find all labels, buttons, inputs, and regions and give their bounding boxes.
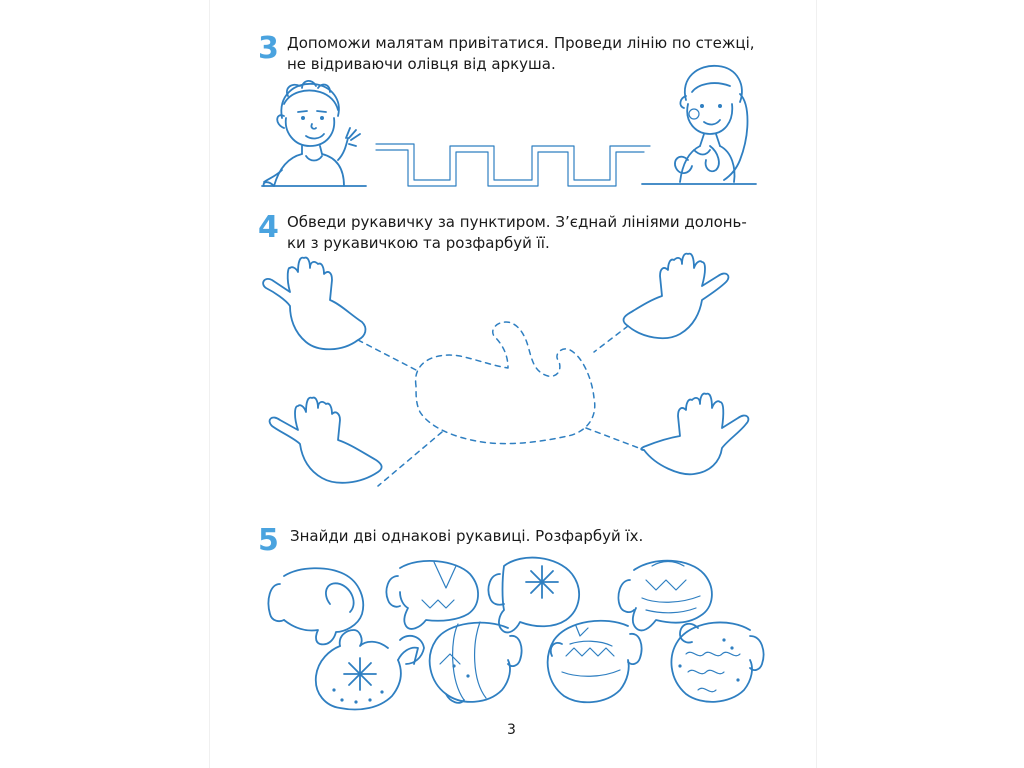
mitten-plain [268,568,363,644]
task-4-number: 4 [258,210,279,245]
mitten-zigzag-band [386,561,478,629]
task-3-number: 3 [258,31,279,66]
mitten-snowflake-bottom [316,630,424,710]
task-5-number: 5 [258,523,279,558]
hand-top-left [263,258,365,350]
task-3-line-2: не відриваючи олівця від аркуша. [287,55,556,73]
girl-illustration [642,66,756,184]
zigzag-path [376,144,650,186]
hand-bottom-right [641,394,748,475]
task-4-line-2: ки з рукавичкою та розфарбуй її. [287,234,550,252]
mitten-wavy [671,622,763,701]
snowflake-icon [526,566,558,598]
dashed-mitten [358,322,644,486]
mitten-stripes [430,622,522,703]
workbook-page [210,0,816,768]
illustrations [210,0,816,768]
task-5-line-1: Знайди дві однакові рукавиці. Розфарбуй їх. [290,527,644,545]
boy-illustration [262,81,366,186]
hand-bottom-left [270,398,382,483]
snowflake-icon [344,658,376,690]
task-3-line-1: Допоможи малятам привітатися. Проведи лінію по стежці, [287,34,755,52]
mitten-ornament-right [618,561,711,631]
hand-top-right [624,254,729,339]
page-number: 3 [507,722,516,738]
task-4-line-1: Обведи рукавичку за пунктиром. З’єднай лініями долонь- [287,213,747,231]
mitten-diamonds [548,621,642,703]
mitten-snowflake-top [488,558,579,633]
